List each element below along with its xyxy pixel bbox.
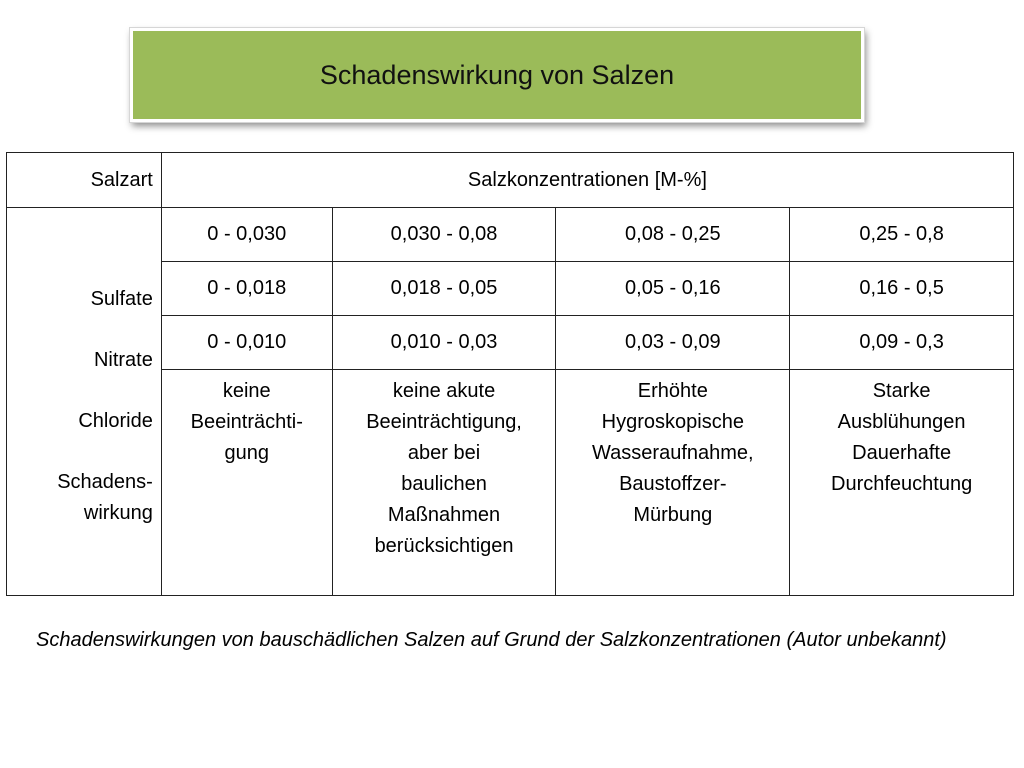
slide-title-box [130, 28, 864, 122]
table-header-row [7, 153, 1014, 208]
table-cell: 0,25 - 0,8 [790, 208, 1014, 262]
salt-label-column [7, 208, 162, 596]
table-cell: 0 - 0,018 [161, 262, 332, 316]
header-salzkonzentrationen: Salzkonzentrationen [M-%] [161, 153, 1013, 208]
table-cell: 0,010 - 0,03 [332, 316, 556, 370]
effect-label-line-1: Schadens- [57, 471, 153, 493]
header-salzart: Salzart [7, 153, 162, 208]
effect-cell-2: keine akute Beeinträchtigung, aber bei baulichen Maßnahmen berücksichtigen [332, 370, 556, 596]
table-cell: 0,030 - 0,08 [332, 208, 556, 262]
effect-label-line-2: wirkung [83, 502, 153, 524]
effect-cell-1: keine Beeinträchti- gung [161, 370, 332, 596]
slide-title: Schadenswirkung von Salzen [319, 59, 675, 90]
effect-cell-4: Starke Ausblühungen Dauerhafte Durchfeuchtung [790, 370, 1014, 596]
table-cell: 0,16 - 0,5 [790, 262, 1014, 316]
salt-concentration-table [6, 152, 1014, 596]
table-cell: 0,018 - 0,05 [332, 262, 556, 316]
table-row [7, 208, 1014, 262]
salt-label-chloride: Chloride [78, 410, 153, 432]
table-cell: 0,09 - 0,3 [790, 316, 1014, 370]
salt-label-nitrate: Nitrate [93, 349, 153, 371]
table-caption: Schadenswirkungen von bauschädlichen Salzen auf Grund der Salzkonzentrationen (Autor unbekannt) [36, 629, 947, 651]
table-cell: 0 - 0,010 [161, 316, 332, 370]
effect-cell-3: Erhöhte Hygroskopische Wasseraufnahme, Baustoffzer- Mürbung [556, 370, 790, 596]
salt-label-sulfate: Sulfate [90, 288, 153, 310]
table-cell: 0 - 0,030 [161, 208, 332, 262]
table-cell: 0,03 - 0,09 [556, 316, 790, 370]
table-cell: 0,08 - 0,25 [556, 208, 790, 262]
table-cell: 0,05 - 0,16 [556, 262, 790, 316]
